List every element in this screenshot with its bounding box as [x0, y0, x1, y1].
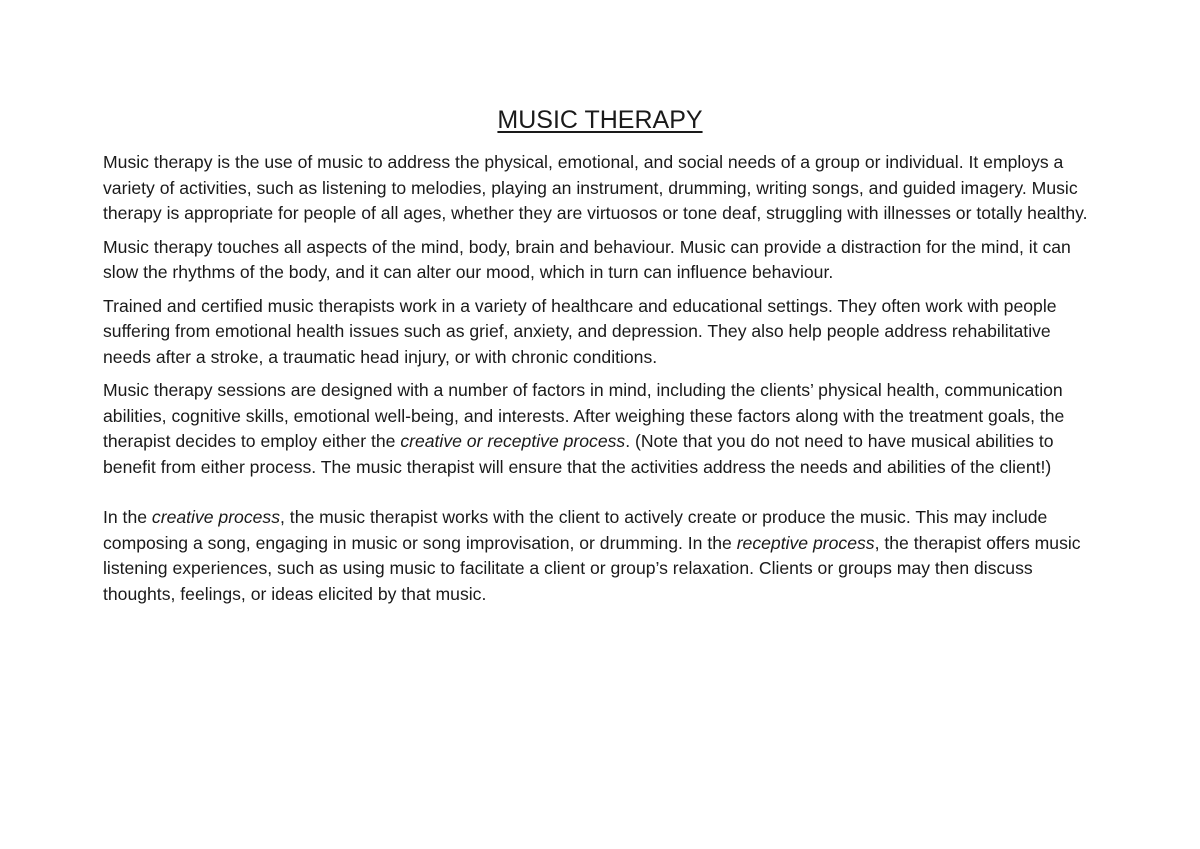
paragraph-text: Music therapy sessions are designed with a number of factors in mind, including the clients’ physical health, communication abilities, cognitive skills, emotional well-being, and interests. After weighing these factors along with the treatment goals, the therapist decides to employ either the: [103, 380, 1065, 451]
paragraph-text: Trained and certified music therapists work in a variety of healthcare and educational settings. They often work with people suffering from emotional health issues such as grief, anxiety, and depression. They also help people address rehabilitative needs after a stroke, a traumatic head injury, or with chronic conditions.: [103, 295, 1057, 367]
paragraph-text: Music therapy is the use of music to address the physical, emotional, and social needs of a group or individual. It employs a variety of activities, such as listening to melodies, playing an instrument, drumming, writing songs, and guided imagery. Music therapy is appropriate for people of all ages, whether they are virtuosos or tone deaf, struggling with illnesses or totally healthy.: [103, 152, 1088, 223]
paragraph-sessions: [103, 378, 1103, 480]
paragraph-text: . (Note that you do not need to have musical abilities to benefit from either process. The music therapist will ensure that the activities address the needs and abilities of the client!): [103, 431, 1054, 477]
document-body: [103, 150, 1103, 615]
page-title: MUSIC THERAPY: [497, 106, 703, 134]
paragraph-mind-body: [103, 235, 1103, 286]
paragraph-definition: [103, 150, 1103, 227]
paragraph-processes: [103, 505, 1103, 607]
paragraph-text: , the music therapist works with the client to actively create or produce the music. This may include composing a song, engaging in music or song improvisation, or drumming. In the: [103, 507, 1048, 553]
paragraph-text: Music therapy touches all aspects of the mind, body, brain and behaviour. Music can provide a distraction for the mind, it can slow the rhythms of the body, and it can alter our mood, which in turn can influence behaviour.: [103, 236, 1071, 282]
paragraph-therapists: [103, 294, 1103, 371]
paragraph-text: , the therapist offers music listening experiences, such as using music to facilitate a client or group’s relaxation. Clients or groups may then discuss thoughts, feelings, or ideas elicited by that music.: [103, 532, 1081, 604]
paragraph-italic-text: creative process: [151, 507, 281, 527]
paragraph-text: In the: [103, 507, 152, 527]
paragraph-italic-text: creative or receptive process: [400, 431, 626, 451]
paragraph-italic-text: receptive process: [736, 532, 875, 553]
